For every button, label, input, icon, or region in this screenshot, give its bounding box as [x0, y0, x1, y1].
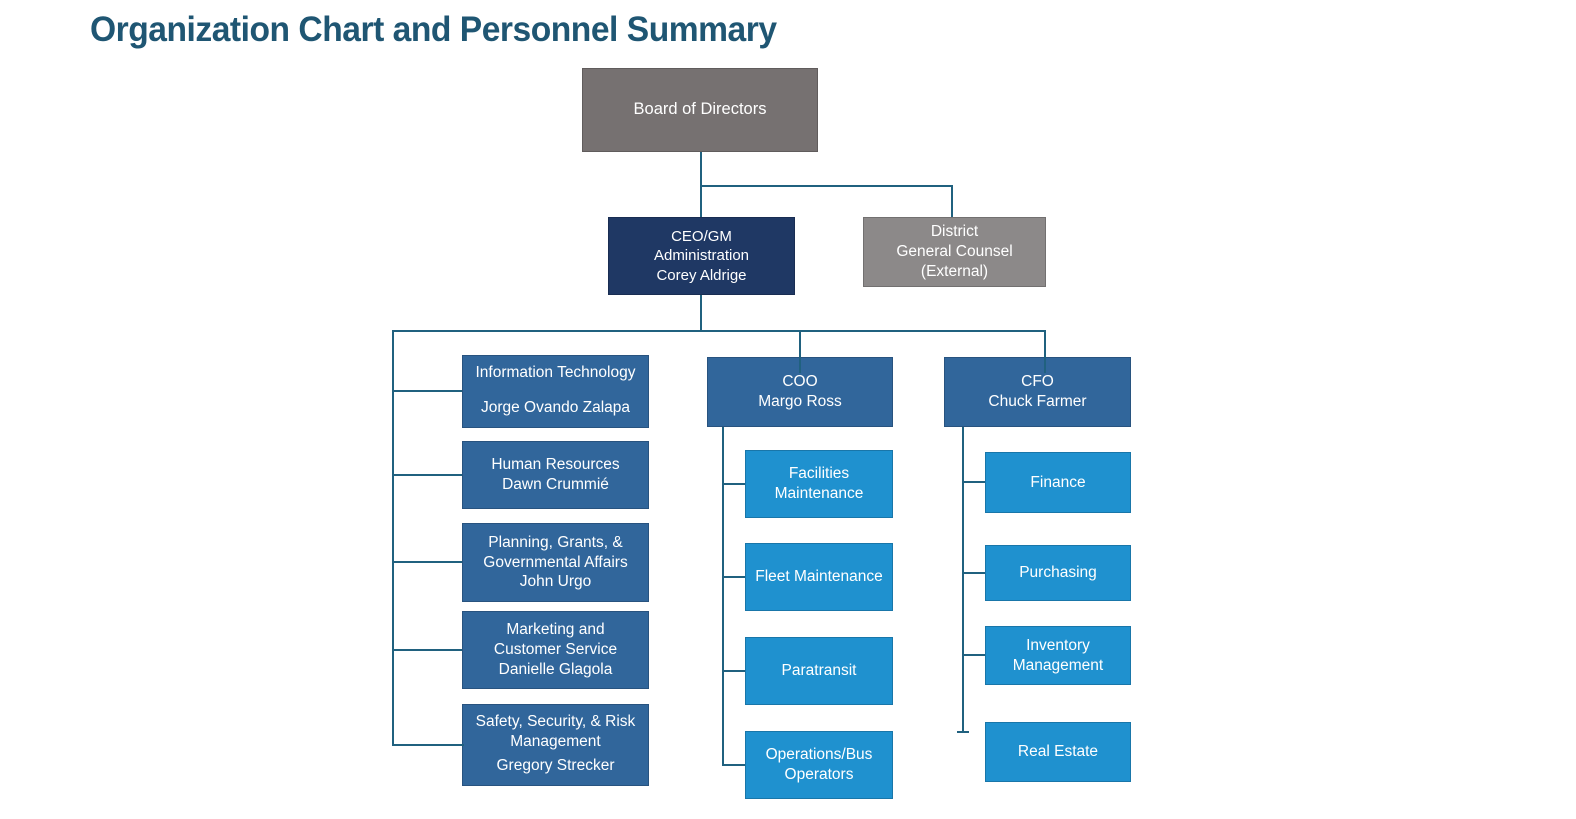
connector-stub-inventory: [962, 654, 985, 656]
connector-stub-purchasing: [962, 572, 985, 574]
node-marketing-customer-service: [462, 611, 649, 689]
node-facilities-maintenance: [745, 450, 893, 518]
node-person: Corey Aldrige: [656, 266, 747, 284]
connector-to-coo: [799, 330, 801, 373]
node-title: Marketing and Customer Service: [493, 621, 618, 659]
node-person: Margo Ross: [758, 393, 842, 410]
node-title: Safety, Security, & Risk Management: [475, 713, 636, 750]
connector-cfo-spine: [962, 427, 964, 733]
connector-ceo-drop: [700, 295, 702, 331]
node-title: Paratransit: [781, 662, 857, 680]
connector-to-cfo: [1044, 330, 1046, 373]
page-title: Organization Chart and Personnel Summary: [90, 10, 777, 49]
connector-stub-safety: [392, 744, 464, 746]
node-label: District: [930, 223, 979, 241]
node-title: Fleet Maintenance: [755, 568, 883, 586]
node-inventory-management: [985, 626, 1131, 685]
node-role: COO: [782, 373, 818, 391]
node-fleet-maintenance: [745, 543, 893, 611]
node-role: CFO: [1021, 373, 1054, 391]
node-title: Operations/Bus Operators: [765, 746, 873, 783]
node-person: Gregory Strecker: [496, 757, 615, 775]
connector-stub-hr: [392, 474, 462, 476]
node-person: Chuck Farmer: [988, 393, 1087, 410]
node-title: Inventory Management: [1012, 636, 1104, 674]
connector-admin-spine: [392, 330, 394, 746]
connector-stub-planning: [392, 561, 462, 563]
connector-stub-fleet: [722, 576, 745, 578]
connector-stub-facilities: [722, 483, 745, 485]
node-planning-grants-governmental-affairs: [462, 523, 649, 602]
node-safety-security-risk-management: [462, 704, 649, 786]
node-person: Dawn Crummié: [502, 476, 609, 493]
connector-stub-paratransit: [722, 670, 745, 672]
node-label: Board of Directors: [633, 100, 767, 119]
node-finance: [985, 452, 1131, 513]
node-purchasing: [985, 545, 1131, 601]
node-title: Real Estate: [1017, 743, 1099, 761]
node-general-counsel: [863, 217, 1046, 287]
connector-cfo-spine-end: [957, 731, 969, 733]
node-label: General Counsel: [896, 243, 1013, 261]
node-operations-bus-operators: [745, 731, 893, 799]
node-person: Jorge Ovando Zalapa: [480, 399, 631, 417]
connector-board-branch: [700, 185, 953, 187]
connector-to-counsel: [951, 185, 953, 217]
node-information-technology: [462, 355, 649, 428]
node-cfo: [944, 357, 1131, 427]
node-dept: Administration: [653, 247, 750, 265]
node-title: Information Technology: [475, 364, 636, 381]
connector-stub-marketing: [392, 649, 462, 651]
node-role: CEO/GM: [671, 228, 732, 246]
connector-main-rail: [392, 330, 1046, 332]
node-title: Planning, Grants, & Governmental Affairs: [483, 533, 628, 571]
node-title: Finance: [1030, 473, 1086, 491]
node-board-of-directors: [582, 68, 818, 152]
node-title: Facilities Maintenance: [774, 465, 864, 502]
node-human-resources: [462, 441, 649, 509]
connector-stub-it: [392, 390, 462, 392]
node-label: (External): [920, 262, 989, 280]
node-ceo-gm: [608, 217, 795, 295]
node-person: John Urgo: [519, 573, 592, 591]
connector-coo-spine: [722, 427, 724, 766]
node-real-estate: [985, 722, 1131, 782]
node-person: Danielle Glagola: [498, 660, 613, 678]
node-paratransit: [745, 637, 893, 705]
connector-stub-finance: [962, 481, 985, 483]
node-title: Human Resources: [491, 456, 620, 474]
node-title: Purchasing: [1019, 564, 1097, 582]
connector-stub-operations: [722, 764, 745, 766]
